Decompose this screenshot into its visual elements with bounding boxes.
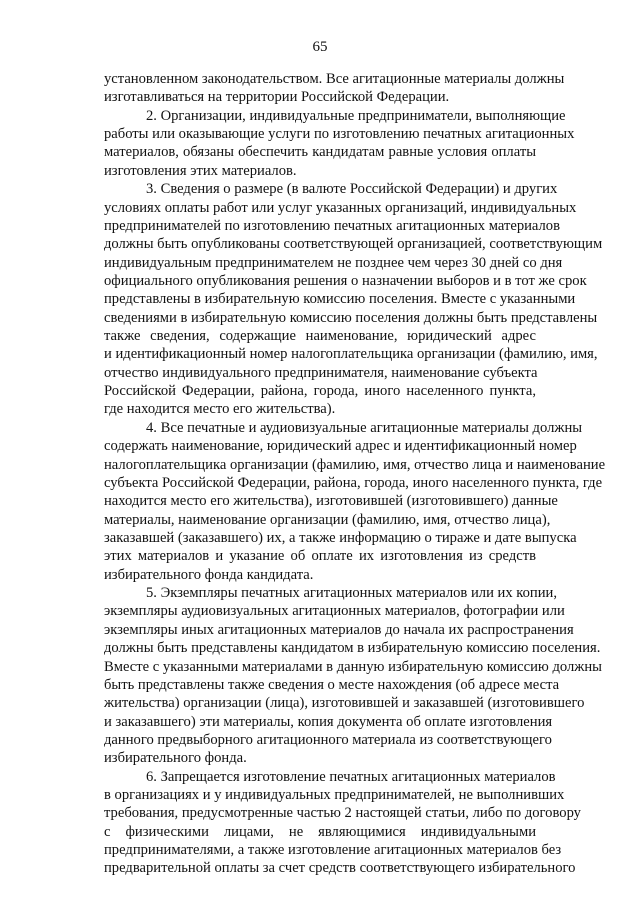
paragraph: [104, 584, 602, 768]
text-line: заказавшей (заказавшего) их, а также информацию о тираже и дате выпуска: [104, 529, 577, 546]
text-line: Вместе с указанными материалами в данную избирательную комиссию должны: [104, 658, 602, 675]
text-line: находится место его жительства), изготовившей (изготовившего) данные: [104, 493, 558, 510]
text-line: требования, предусмотренные частью 2 настоящей статьи, либо по договору: [104, 805, 581, 822]
text-line: 4. Все печатные и аудиовизуальные агитационные материалы должны: [146, 419, 583, 436]
text-line: экземпляры иных агитационных материалов до начала их распространения: [104, 621, 574, 638]
paragraph: [104, 107, 575, 180]
text-line: 6. Запрещается изготовление печатных агитационных материалов: [146, 768, 556, 785]
text-line: избирательного фонда кандидата.: [104, 566, 314, 583]
body-text: [104, 70, 606, 878]
text-line: предварительной оплаты за счет средств соответствующего избирательного: [104, 860, 576, 877]
text-line: должны быть опубликованы соответствующей организацией, соответствующим: [104, 236, 603, 253]
text-line: работы или оказывающие услуги по изготовлению печатных агитационных: [104, 126, 575, 143]
text-line: 5. Экземпляры печатных агитационных материалов или их копии,: [146, 585, 558, 602]
paragraph: [104, 419, 606, 584]
text-line: должны быть представлены кандидатом в избирательную комиссию поселения.: [104, 640, 601, 657]
text-line: и заказавшего) эти материалы, копия документа об оплате изготовления: [104, 713, 553, 730]
text-line: изготавливаться на территории Российской Федерации.: [104, 89, 450, 106]
text-line: данного предвыборного агитационного материала из соответствующего: [104, 731, 552, 748]
paragraph: [104, 768, 581, 878]
text-line: быть представлены также сведения о месте нахождения (об адресе места: [104, 676, 560, 693]
text-line: изготовления этих материалов.: [104, 162, 297, 179]
text-line: предпринимателями, а также изготовление агитационных материалов без: [104, 842, 562, 859]
text-line: экземпляры аудиовизуальных агитационных материалов, фотографии или: [104, 603, 565, 620]
text-line: 2. Организации, индивидуальные предприниматели, выполняющие: [146, 107, 566, 124]
text-line: налогоплательщика организации (фамилию, имя, отчество лица и наименование: [104, 456, 606, 473]
text-line: 3. Сведения о размере (в валюте Российской Федерации) и других: [146, 181, 558, 198]
text-line: индивидуальным предпринимателем не позднее чем через 30 дней со дня: [104, 254, 563, 271]
text-line: сведениями в избирательную комиссию поселения должны быть представлены: [104, 309, 598, 326]
text-line: представлены в избирательную комиссию поселения. Вместе с указанными: [104, 291, 576, 308]
text-line: отчество индивидуального предпринимателя, наименование субъекта: [104, 364, 538, 381]
text-line: предпринимателей по изготовлению печатных агитационных материалов: [104, 217, 560, 234]
text-line: и идентификационный номер налогоплательщика организации (фамилию, имя,: [104, 346, 598, 363]
text-line: этих материалов и указание об оплате их изготовления из средств: [104, 548, 536, 565]
text-line: установленном законодательством. Все агитационные материалы должны: [104, 71, 565, 87]
text-line: где находится место его жительства).: [104, 401, 336, 418]
text-line: официального опубликования решения о назначении выборов и в тот же срок: [104, 272, 587, 289]
text-line: Российской Федерации, района, города, иного населенного пункта,: [104, 383, 536, 400]
text-line: условиях оплаты работ или услуг указанных организаций, индивидуальных: [104, 199, 577, 216]
paragraph: [104, 70, 565, 107]
text-line: в организациях и у индивидуальных предпринимателей, не выполнивших: [104, 787, 565, 804]
text-line: также сведения, содержащие наименование, юридический адрес: [104, 328, 536, 345]
page-number: 65: [312, 39, 328, 55]
text-line: материалы, наименование организации (фамилию, имя, отчество лица),: [104, 511, 551, 528]
text-line: материалов, обязаны обеспечить кандидатам равные условия оплаты: [104, 144, 536, 161]
text-line: содержать наименование, юридический адрес и идентификационный номер: [104, 438, 577, 455]
text-line: избирательного фонда.: [104, 750, 247, 767]
text-line: с физическими лицами, не являющимися индивидуальными: [104, 823, 536, 840]
paragraph: [104, 180, 603, 419]
text-line: жительства) организации (лица), изготовившей и заказавшей (изготовившего: [104, 695, 585, 712]
text-line: субъекта Российской Федерации, района, города, иного населенного пункта, где: [104, 474, 603, 491]
